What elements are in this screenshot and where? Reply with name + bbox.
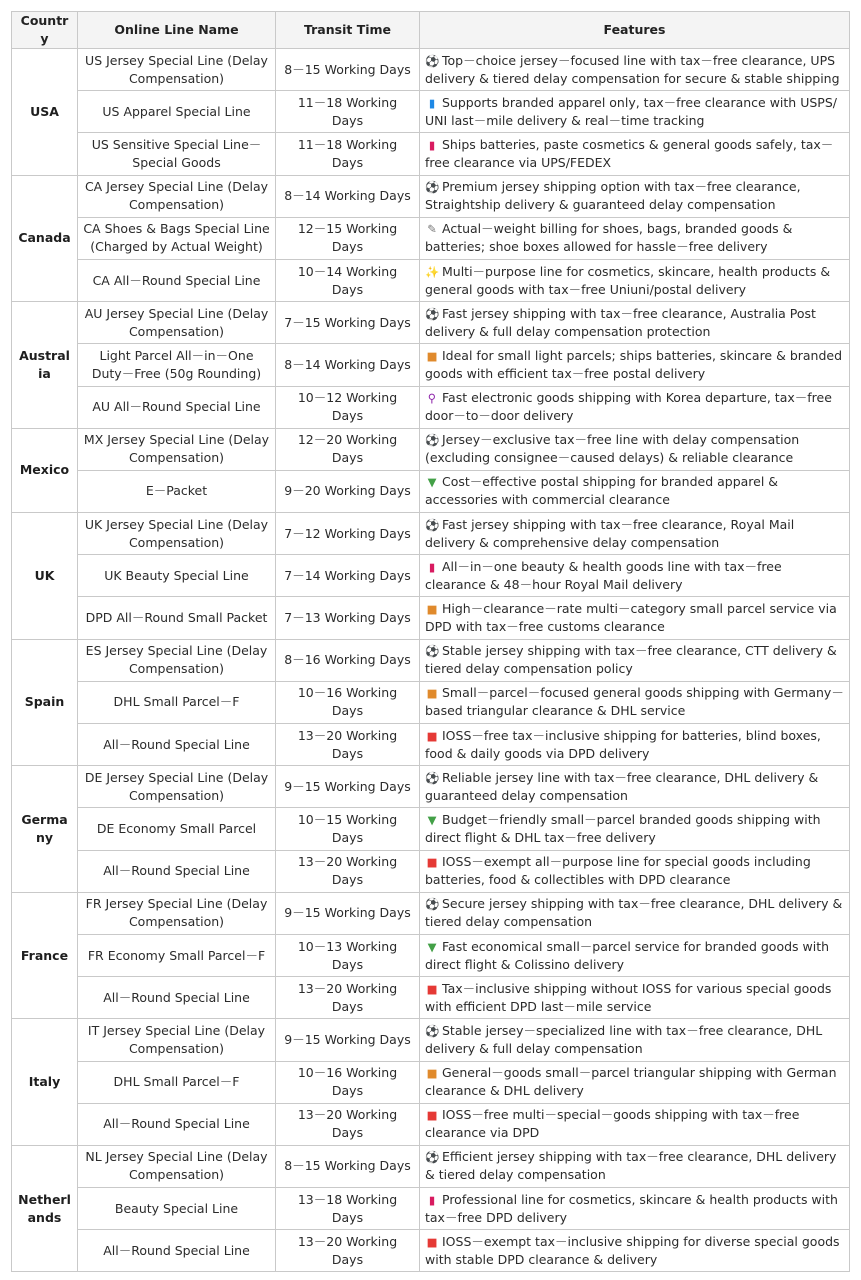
- features-text: Fast economical small－parcel service for branded goods with direct flight & Colissino delivery: [425, 938, 830, 972]
- transit-time-cell: 7－13 Working Days: [276, 597, 420, 639]
- transit-time-cell: 10－15 Working Days: [276, 808, 420, 850]
- soccer-ball-icon: ⚽: [425, 306, 440, 321]
- features-cell: [420, 302, 850, 344]
- features-text: Fast jersey shipping with tax－free clearance, Royal Mail delivery & comprehensive delay compensation: [425, 516, 795, 550]
- features-text: Actual－weight billing for shoes, bags, branded goods & batteries; shoe boxes allowed for hassle－free delivery: [425, 221, 793, 255]
- line-name-cell: All－Round Special Line: [78, 1230, 276, 1272]
- features-cell: [420, 470, 850, 512]
- table-row: [12, 513, 850, 555]
- gift-icon: ■: [426, 1108, 438, 1123]
- line-name-cell: DPD All－Round Small Packet: [78, 597, 276, 639]
- features-text: Jersey－exclusive tax－free line with delay compensation (excluding consignee－caused delays) & reliable clearance: [425, 432, 800, 466]
- country-cell: UK: [12, 513, 78, 640]
- features-cell: [420, 1188, 850, 1230]
- features-text: Tax－inclusive shipping without IOSS for various special goods with efficient DPD last－mile service: [425, 980, 832, 1014]
- table-row: [12, 470, 850, 512]
- header-line-name: Online Line Name: [78, 12, 276, 49]
- soccer-ball-icon: ⚽: [425, 433, 440, 448]
- table-row: [12, 766, 850, 808]
- transit-time-cell: 7－12 Working Days: [276, 513, 420, 555]
- features-cell: [420, 1145, 850, 1187]
- features-text: Secure jersey shipping with tax－free clearance, DHL delivery & tiered delay compensation: [425, 896, 843, 930]
- soccer-ball-icon: ⚽: [425, 53, 440, 68]
- table-row: [12, 1019, 850, 1061]
- features-cell: [420, 91, 850, 133]
- line-name-cell: All－Round Special Line: [78, 850, 276, 892]
- line-name-cell: CA All－Round Special Line: [78, 259, 276, 301]
- transit-time-cell: 9－15 Working Days: [276, 766, 420, 808]
- country-cell: Italy: [12, 1019, 78, 1146]
- line-name-cell: Light Parcel All－in－One Duty－Free (50g Rounding): [78, 344, 276, 386]
- transit-time-cell: 8－14 Working Days: [276, 344, 420, 386]
- header-row: [12, 12, 850, 49]
- lipstick-icon: ▮: [428, 1192, 436, 1207]
- features-cell: [420, 386, 850, 428]
- line-name-cell: CA Jersey Special Line (Delay Compensation): [78, 175, 276, 217]
- features-text: Efficient jersey shipping with tax－free clearance, DHL delivery & tiered delay compensation: [425, 1149, 837, 1183]
- transit-time-cell: 10－16 Working Days: [276, 681, 420, 723]
- features-cell: [420, 428, 850, 470]
- transit-time-cell: 8－14 Working Days: [276, 175, 420, 217]
- line-name-cell: AU All－Round Special Line: [78, 386, 276, 428]
- transit-time-cell: 10－14 Working Days: [276, 259, 420, 301]
- table-row: [12, 934, 850, 976]
- soccer-ball-icon: ⚽: [425, 517, 440, 532]
- transit-time-cell: 7－14 Working Days: [276, 555, 420, 597]
- features-text: IOSS－exempt tax－inclusive shipping for diverse special goods with stable DPD clearance & delivery: [425, 1233, 840, 1267]
- table-row: [12, 302, 850, 344]
- soccer-ball-icon: ⚽: [425, 180, 440, 195]
- transit-time-cell: 12－15 Working Days: [276, 217, 420, 259]
- sparkle-icon: ✨: [425, 264, 440, 279]
- country-cell: Australia: [12, 302, 78, 429]
- line-name-cell: UK Jersey Special Line (Delay Compensation): [78, 513, 276, 555]
- table-row: [12, 724, 850, 766]
- table-row: [12, 639, 850, 681]
- transit-time-cell: 11－18 Working Days: [276, 133, 420, 175]
- gift-icon: ■: [426, 855, 438, 870]
- transit-time-cell: 9－20 Working Days: [276, 470, 420, 512]
- transit-time-cell: 13－20 Working Days: [276, 977, 420, 1019]
- transit-time-cell: 9－15 Working Days: [276, 892, 420, 934]
- table-row: [12, 850, 850, 892]
- features-text: Cost－effective postal shipping for branded apparel & accessories with commercial clearance: [425, 474, 779, 508]
- features-text: All－in－one beauty & health goods line with tax－free clearance & 48－hour Royal Mail delivery: [425, 558, 782, 592]
- transit-time-cell: 10－13 Working Days: [276, 934, 420, 976]
- transit-time-cell: 10－16 Working Days: [276, 1061, 420, 1103]
- table-row: [12, 133, 850, 175]
- tshirt-icon: ▼: [427, 939, 437, 954]
- country-cell: France: [12, 892, 78, 1019]
- features-text: Small－parcel－focused general goods shipping with Germany－based triangular clearance & DHL service: [425, 685, 844, 719]
- line-name-cell: All－Round Special Line: [78, 724, 276, 766]
- gift-icon: ■: [426, 728, 438, 743]
- table-row: [12, 1061, 850, 1103]
- table-row: [12, 597, 850, 639]
- line-name-cell: CA Shoes & Bags Special Line (Charged by Actual Weight): [78, 217, 276, 259]
- features-cell: [420, 724, 850, 766]
- line-name-cell: Beauty Special Line: [78, 1188, 276, 1230]
- features-cell: [420, 175, 850, 217]
- table-row: [12, 175, 850, 217]
- line-name-cell: MX Jersey Special Line (Delay Compensation): [78, 428, 276, 470]
- features-cell: [420, 977, 850, 1019]
- line-name-cell: DE Economy Small Parcel: [78, 808, 276, 850]
- shirt-icon: ▮: [428, 95, 436, 110]
- table-row: [12, 1188, 850, 1230]
- country-cell: Germany: [12, 766, 78, 893]
- features-text: Stable jersey－specialized line with tax－free clearance, DHL delivery & full delay compensation: [425, 1022, 823, 1056]
- features-text: Top－choice jersey－focused line with tax－free clearance, UPS delivery & tiered delay compensation for secure & stable shipping: [425, 52, 840, 86]
- table-row: [12, 977, 850, 1019]
- gift-icon: ■: [426, 1234, 438, 1249]
- features-cell: [420, 217, 850, 259]
- features-text: Multi－purpose line for cosmetics, skincare, health products & general goods with tax－free Uniuni/postal delivery: [425, 263, 831, 297]
- transit-time-cell: 7－15 Working Days: [276, 302, 420, 344]
- line-name-cell: US Jersey Special Line (Delay Compensation): [78, 49, 276, 91]
- line-name-cell: AU Jersey Special Line (Delay Compensation): [78, 302, 276, 344]
- tshirt-icon: ▼: [427, 475, 437, 490]
- line-name-cell: DHL Small Parcel－F: [78, 1061, 276, 1103]
- features-text: Reliable jersey line with tax－free clearance, DHL delivery & guaranteed delay compensation: [425, 769, 819, 803]
- transit-time-cell: 8－16 Working Days: [276, 639, 420, 681]
- table-row: [12, 1230, 850, 1272]
- table-body: [12, 49, 850, 1272]
- soccer-ball-icon: ⚽: [425, 644, 440, 659]
- soccer-ball-icon: ⚽: [425, 897, 440, 912]
- features-cell: [420, 259, 850, 301]
- table-row: [12, 555, 850, 597]
- package-icon: ■: [426, 686, 438, 701]
- shipping-lines-table: [11, 11, 850, 1272]
- line-name-cell: IT Jersey Special Line (Delay Compensation): [78, 1019, 276, 1061]
- header-transit-time: Transit Time: [276, 12, 420, 49]
- features-cell: [420, 934, 850, 976]
- features-text: Budget－friendly small－parcel branded goods shipping with direct flight & DHL tax－free delivery: [425, 811, 821, 845]
- transit-time-cell: 13－20 Working Days: [276, 1230, 420, 1272]
- table-container: [11, 11, 850, 1272]
- lipstick-icon: ▮: [428, 137, 436, 152]
- table-row: [12, 91, 850, 133]
- country-cell: Netherlands: [12, 1145, 78, 1272]
- line-name-cell: NL Jersey Special Line (Delay Compensation): [78, 1145, 276, 1187]
- features-text: IOSS－exempt all－purpose line for special goods including batteries, food & collectibles with DPD clearance: [425, 854, 811, 888]
- transit-time-cell: 13－20 Working Days: [276, 1103, 420, 1145]
- features-cell: [420, 597, 850, 639]
- line-name-cell: All－Round Special Line: [78, 1103, 276, 1145]
- transit-time-cell: 13－20 Working Days: [276, 724, 420, 766]
- table-row: [12, 428, 850, 470]
- soccer-ball-icon: ⚽: [425, 1023, 440, 1038]
- features-text: General－goods small－parcel triangular shipping with German clearance & DHL delivery: [425, 1065, 837, 1099]
- table-row: [12, 892, 850, 934]
- features-text: Fast electronic goods shipping with Korea departure, tax－free door－to－door delivery: [425, 390, 832, 424]
- features-cell: [420, 766, 850, 808]
- country-cell: Mexico: [12, 428, 78, 512]
- transit-time-cell: 12－20 Working Days: [276, 428, 420, 470]
- features-text: Supports branded apparel only, tax－free clearance with USPS/ UNI last－mile delivery & real－time tracking: [425, 94, 837, 128]
- line-name-cell: FR Economy Small Parcel－F: [78, 934, 276, 976]
- features-cell: [420, 344, 850, 386]
- package-icon: ■: [426, 602, 438, 617]
- transit-time-cell: 10－12 Working Days: [276, 386, 420, 428]
- line-name-cell: FR Jersey Special Line (Delay Compensation): [78, 892, 276, 934]
- table-row: [12, 1145, 850, 1187]
- line-name-cell: UK Beauty Special Line: [78, 555, 276, 597]
- vial-icon: ⚲: [427, 391, 437, 406]
- tshirt-icon: ▼: [427, 812, 437, 827]
- line-name-cell: E－Packet: [78, 470, 276, 512]
- line-name-cell: DE Jersey Special Line (Delay Compensation): [78, 766, 276, 808]
- features-cell: [420, 555, 850, 597]
- transit-time-cell: 11－18 Working Days: [276, 91, 420, 133]
- features-text: IOSS－free tax－inclusive shipping for batteries, blind boxes, food & daily goods via DPD delivery: [425, 727, 821, 761]
- table-row: [12, 1103, 850, 1145]
- country-cell: Spain: [12, 639, 78, 766]
- table-row: [12, 49, 850, 91]
- features-cell: [420, 892, 850, 934]
- line-name-cell: US Sensitive Special Line－Special Goods: [78, 133, 276, 175]
- features-text: Stable jersey shipping with tax－free clearance, CTT delivery & tiered delay compensation policy: [425, 643, 837, 677]
- features-text: Fast jersey shipping with tax－free clearance, Australia Post delivery & full delay compensation protection: [425, 305, 816, 339]
- table-row: [12, 386, 850, 428]
- lipstick-icon: ▮: [428, 559, 436, 574]
- transit-time-cell: 13－18 Working Days: [276, 1188, 420, 1230]
- table-row: [12, 259, 850, 301]
- features-cell: [420, 639, 850, 681]
- soccer-ball-icon: ⚽: [425, 1150, 440, 1165]
- features-text: Professional line for cosmetics, skincare & health products with tax－free DPD delivery: [425, 1191, 838, 1225]
- transit-time-cell: 13－20 Working Days: [276, 850, 420, 892]
- features-cell: [420, 1230, 850, 1272]
- country-cell: USA: [12, 49, 78, 176]
- header-country: Country: [12, 12, 78, 49]
- features-cell: [420, 513, 850, 555]
- features-text: Ideal for small light parcels; ships batteries, skincare & branded goods with efficient tax－free postal delivery: [425, 347, 843, 381]
- features-text: Premium jersey shipping option with tax－free clearance, Straightship delivery & guaranteed delay compensation: [425, 179, 801, 213]
- features-cell: [420, 1019, 850, 1061]
- features-text: IOSS－free multi－special－goods shipping with tax－free clearance via DPD: [425, 1107, 800, 1141]
- package-icon: ■: [426, 1066, 438, 1081]
- line-name-cell: All－Round Special Line: [78, 977, 276, 1019]
- header-features: Features: [420, 12, 850, 49]
- transit-time-cell: 8－15 Working Days: [276, 49, 420, 91]
- features-cell: [420, 1103, 850, 1145]
- line-name-cell: US Apparel Special Line: [78, 91, 276, 133]
- transit-time-cell: 9－15 Working Days: [276, 1019, 420, 1061]
- table-row: [12, 808, 850, 850]
- table-row: [12, 217, 850, 259]
- table-row: [12, 344, 850, 386]
- transit-time-cell: 8－15 Working Days: [276, 1145, 420, 1187]
- line-name-cell: DHL Small Parcel－F: [78, 681, 276, 723]
- features-cell: [420, 681, 850, 723]
- features-cell: [420, 850, 850, 892]
- line-name-cell: ES Jersey Special Line (Delay Compensation): [78, 639, 276, 681]
- features-cell: [420, 133, 850, 175]
- features-text: High－clearance－rate multi－category small parcel service via DPD with tax－free customs clearance: [425, 601, 837, 635]
- features-cell: [420, 49, 850, 91]
- features-text: Ships batteries, paste cosmetics & general goods safely, tax－free clearance via UPS/FEDEX: [425, 136, 834, 170]
- gift-icon: ■: [426, 981, 438, 996]
- package-icon: ■: [426, 348, 438, 363]
- table-row: [12, 681, 850, 723]
- country-cell: Canada: [12, 175, 78, 302]
- features-cell: [420, 1061, 850, 1103]
- soccer-ball-icon: ⚽: [425, 770, 440, 785]
- features-cell: [420, 808, 850, 850]
- tool-icon: ✎: [427, 222, 437, 237]
